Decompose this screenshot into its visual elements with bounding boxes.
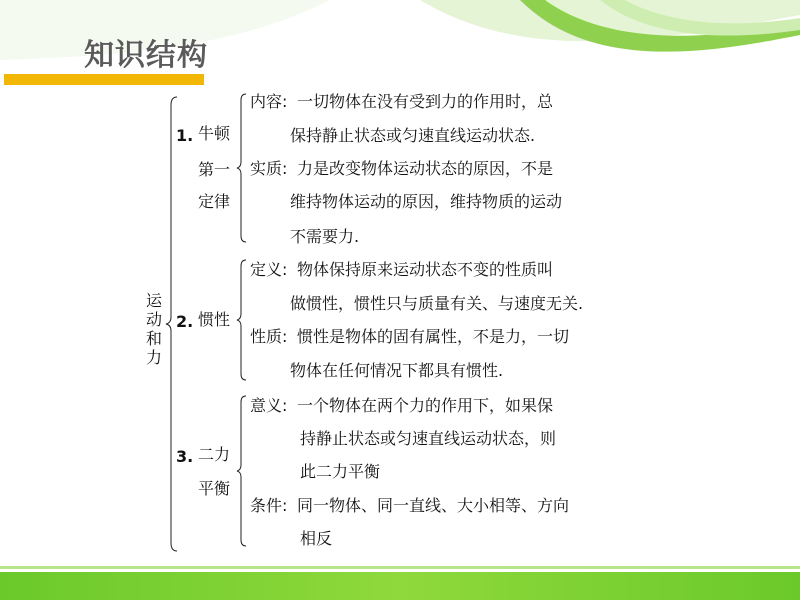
section-3-item-1-line: 此二力平衡 (300, 462, 381, 481)
section-3-item-2-line: 相反 (300, 529, 333, 548)
title-accent-bar (4, 74, 204, 85)
section-2-item-2-line: 惯性是物体的固有属性，不是力，一切 (297, 327, 570, 346)
section-2-item-1-label: 定义: (250, 260, 288, 279)
section-3-brace (236, 394, 248, 548)
section-2-item-1-line: 物体保持原来运动状态不变的性质叫 (297, 260, 554, 279)
section-2-brace (236, 258, 248, 382)
section-3-item-2-line: 同一物体、同一直线、大小相等、方向 (297, 496, 570, 515)
section-2-item-1-line: 做惯性，惯性只与质量有关、与速度无关. (290, 294, 584, 313)
section-1-brace (236, 92, 248, 244)
section-3-title-line: 二力 (198, 445, 231, 464)
section-2-title-line: 惯性 (198, 310, 231, 329)
section-3-title-line: 平衡 (198, 479, 231, 498)
section-3-item-1-line: 一个物体在两个力的作用下，如果保 (297, 396, 554, 415)
root-topic: 运动和力 (146, 291, 163, 367)
section-2-item-2-line: 物体在任何情况下都具有惯性. (290, 361, 504, 380)
section-1-title-line: 牛顿 (198, 124, 231, 143)
section-1-number: 1. (176, 126, 194, 145)
section-1-item-1-line: 保持静止状态或匀速直线运动状态. (290, 126, 536, 145)
section-1-title-line: 定律 (198, 192, 231, 211)
page-title: 知识结构 (84, 38, 208, 73)
section-1-item-2-line: 力是改变物体运动状态的原因，不是 (297, 159, 554, 178)
section-3-item-1-line: 持静止状态或匀速直线运动状态，则 (300, 429, 557, 448)
section-1-title-line: 第一 (198, 160, 231, 179)
section-1-item-2-label: 实质: (250, 159, 288, 178)
footer-divider (0, 566, 800, 569)
footer-band (0, 572, 800, 600)
section-1-item-2-line: 维持物体运动的原因，维持物质的运动 (290, 192, 563, 211)
section-3-number: 3. (176, 447, 194, 466)
section-3-item-2-label: 条件: (250, 496, 288, 515)
section-3-item-1-label: 意义: (250, 396, 288, 415)
section-2-number: 2. (176, 312, 194, 331)
section-1-item-1-label: 内容: (250, 92, 288, 111)
section-2-item-2-label: 性质: (250, 327, 288, 346)
section-1-item-1-line: 一切物体在没有受到力的作用时，总 (297, 92, 554, 111)
section-1-item-2-line: 不需要力. (290, 227, 360, 246)
